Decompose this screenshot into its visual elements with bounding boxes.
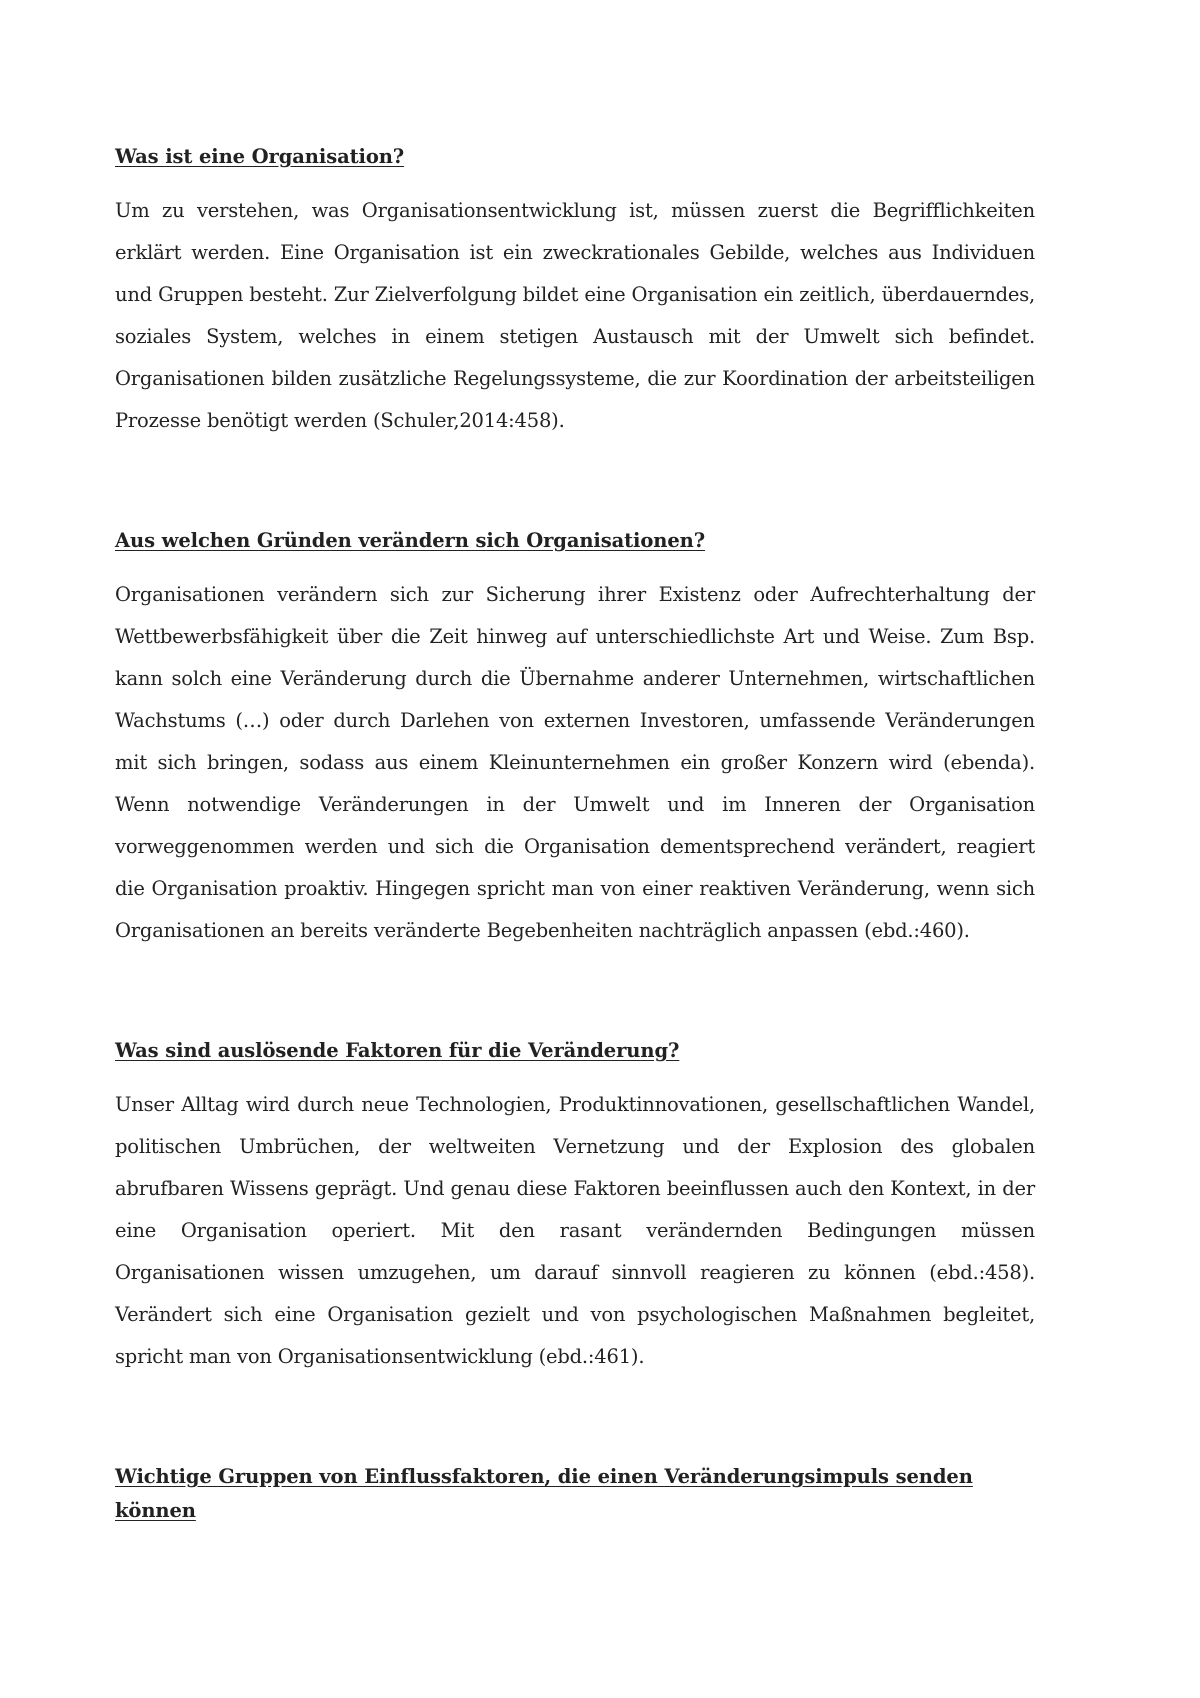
section-paragraph: Um zu verstehen, was Organisationsentwicklung ist, müssen zuerst die Begrifflichkeiten erklärt werden. Eine Organisation ist ein zweckrationales Gebilde, welches aus Individuen und Gruppen besteht. Zur Zielverfolgung bildet eine Organisation ein zeitlich, überdauerndes, soziales System, welches in einem stetigen Austausch mit der Umwelt sich befindet. Organisationen bilden zusätzliche Regelungssysteme, die zur Koordination der arbeitsteiligen Prozesse benötigt werden (Schuler,2014:458). xyxy=(115,199,1035,432)
section-faktoren xyxy=(115,1034,1035,1378)
section-heading: Was sind auslösende Faktoren für die Veränderung? xyxy=(115,1039,680,1062)
section-gruende xyxy=(115,524,1035,952)
section-heading: Wichtige Gruppen von Einflussfaktoren, die einen Veränderungsimpuls senden können xyxy=(115,1465,973,1522)
section-organisation xyxy=(115,140,1035,442)
document-page xyxy=(115,140,1035,1544)
section-paragraph: Organisationen verändern sich zur Sicherung ihrer Existenz oder Aufrechterhaltung der Wettbewerbsfähigkeit über die Zeit hinweg auf unterschiedlichste Art und Weise. Zum Bsp. kann solch eine Veränderung durch die Übernahme anderer Unternehmen, wirtschaftlichen Wachstums (…) oder durch Darlehen von externen Investoren, umfassende Veränderungen mit sich bringen, sodass aus einem Kleinunternehmen ein großer Konzern wird (ebenda). Wenn notwendige Veränderungen in der Umwelt und im Inneren der Organisation vorweggenommen werden und sich die Organisation dementsprechend verändert, reagiert die Organisation proaktiv. Hingegen spricht man von einer reaktiven Veränderung, wenn sich Organisationen an bereits veränderte Begebenheiten nachträglich anpassen (ebd.:460). xyxy=(115,583,1035,942)
section-paragraph: Unser Alltag wird durch neue Technologien, Produktinnovationen, gesellschaftlichen Wandel, politischen Umbrüchen, der weltweiten Vernetzung und der Explosion des globalen abrufbaren Wissens geprägt. Und genau diese Faktoren beeinflussen auch den Kontext, in der eine Organisation operiert. Mit den rasant verändernden Bedingungen müssen Organisationen wissen umzugehen, um darauf sinnvoll reagieren zu können (ebd.:458). Verändert sich eine Organisation gezielt und von psychologischen Maßnahmen begleitet, spricht man von Organisationsentwicklung (ebd.:461). xyxy=(115,1093,1035,1368)
section-heading: Aus welchen Gründen verändern sich Organisationen? xyxy=(115,529,706,552)
section-heading: Was ist eine Organisation? xyxy=(115,145,405,168)
section-einflussfaktoren xyxy=(115,1460,1035,1528)
